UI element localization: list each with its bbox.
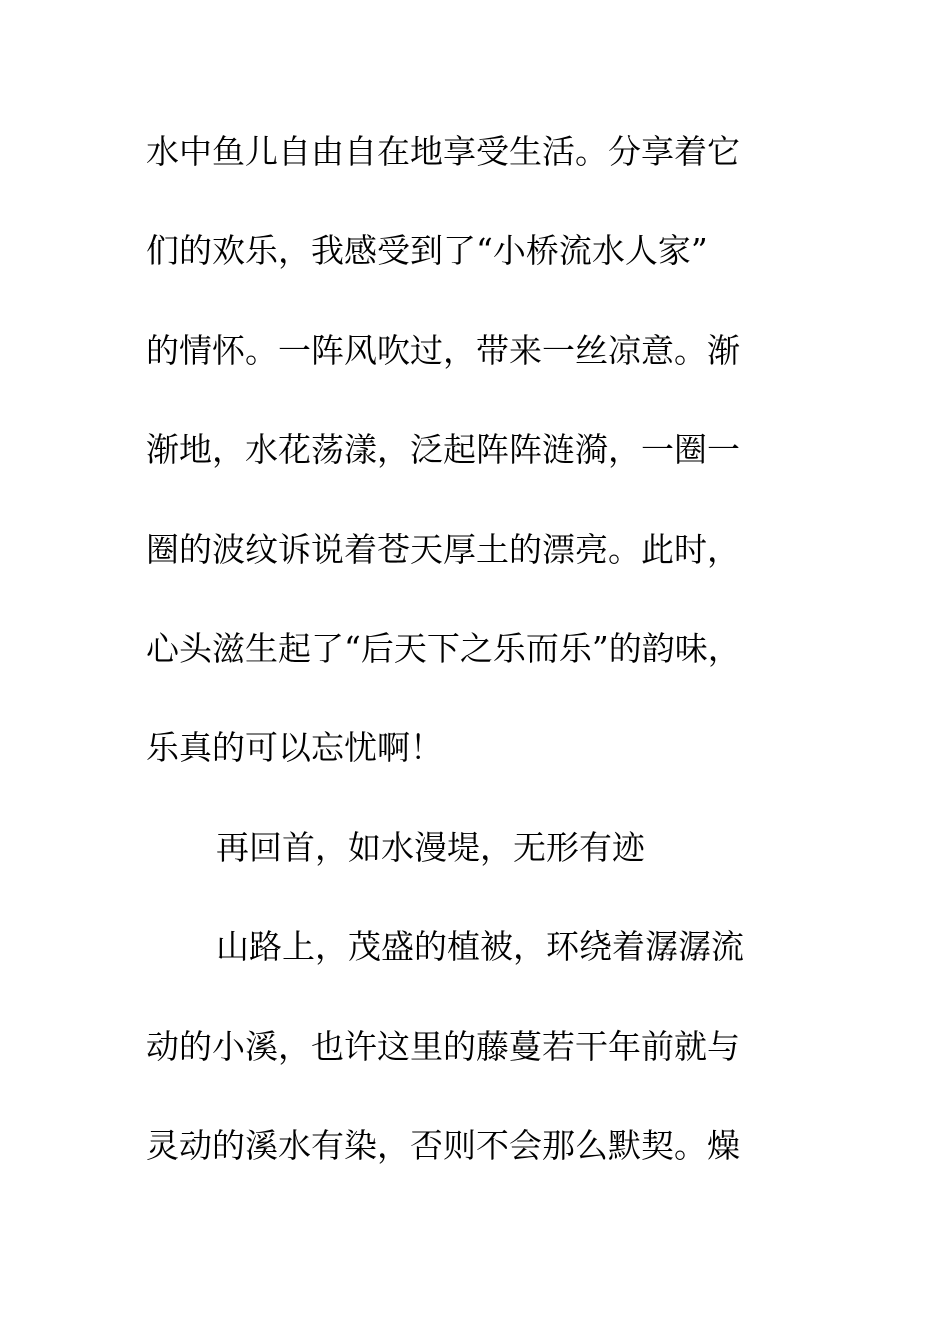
text-line-3: 的情怀。一阵风吹过，带来一丝凉意。渐: [146, 331, 740, 370]
text-line-2: 们的欢乐，我感受到了“小桥流水人家”: [146, 231, 708, 270]
text-line-10: 动的小溪，也许这里的藤蔓若干年前就与: [146, 1027, 740, 1066]
text-line-11: 灵动的溪水有染，否则不会那么默契。燥: [146, 1126, 740, 1165]
text-line-6: 心头滋生起了“后天下之乐而乐”的韵味，: [146, 629, 741, 668]
text-line-4: 渐地，水花荡漾，泛起阵阵涟漪，一圈一: [146, 430, 740, 469]
text-line-5: 圈的波纹诉说着苍天厚土的漂亮。此时，: [146, 530, 740, 569]
section-heading: 再回首，如水漫堤，无形有迹: [216, 828, 645, 867]
text-line-1: 水中鱼儿自由自在地享受生活。分享着它: [146, 132, 740, 171]
text-line-7: 乐真的可以忘忧啊！: [146, 728, 443, 767]
text-line-9: 山路上，茂盛的植被，环绕着潺潺流: [216, 927, 744, 966]
